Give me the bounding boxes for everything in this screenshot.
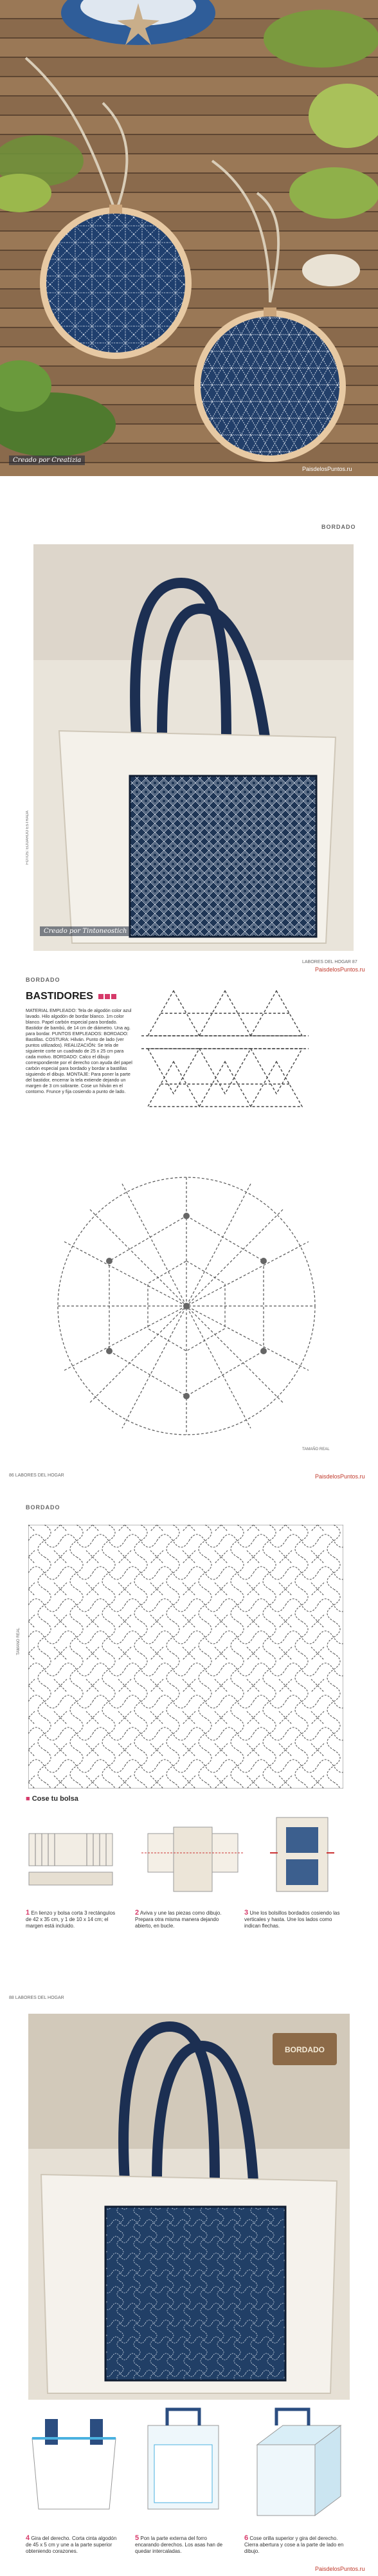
folio: 88 LABORES DEL HOGAR <box>9 1996 64 2000</box>
watermark: PaisdelosPuntos.ru <box>302 466 352 472</box>
section-header: BORDADO <box>26 977 60 983</box>
asanoha-pattern <box>51 1171 321 1448</box>
steps-illustrations <box>26 1808 354 1904</box>
step3-illustration <box>270 1817 334 1891</box>
step-6 <box>244 2535 347 2555</box>
article-body: MATERIAL EMPLEADO: Tela de algodón color azul lavado. Hilo algodón de bordar blanco. 1m color blanco. Papel carbón especial para bordado. Bastidor de bambú, de 14 cm de diámetro. Una ag. para bordar. PUNTOS EMPLEADOS: BORDADO: Bastillas. COSTURA: Hilván. Punto de lado (ver puntos utilizados). REALIZACIÓN: Se tela de siguiente corte un cuadrado de 25 x 25 cm para cada motivo. BORDADO: Calco el dibujo correspondiente por el derecho con ayuda del papel carbón especial para bordado y bordar a bastillas siguiendo el dibujo. MONTAJE: Para poner la parte del bastidor, encerrar la tela extiende dejando un margen de 3 cm sobrante. Cose un hilván en el contorno. Frunce y fija cosiendo a punto de lado. <box>26 1007 132 1094</box>
difficulty-icon <box>98 994 104 999</box>
page-photo-hoops <box>0 0 378 476</box>
page-bastidores <box>0 971 378 1499</box>
step-text: Aviva y une las piezas como dibujo. Prepara otra misma manera dejando abierto, en bucle. <box>135 1910 222 1929</box>
step-number: 6 <box>244 2534 249 2542</box>
photo-credit: Creado por Tintoneostich <box>40 926 130 936</box>
article-title <box>26 991 116 1002</box>
step2-illustration <box>141 1827 244 1891</box>
difficulty-icon <box>105 994 110 999</box>
step1-illustration <box>29 1834 113 1885</box>
step-4 <box>26 2535 122 2555</box>
steps-title <box>26 1795 78 1803</box>
page-photo-tote <box>0 476 378 971</box>
step-number: 1 <box>26 1909 30 1917</box>
step6-illustration <box>257 2409 341 2516</box>
photo-side-note: FOTOS: EDUARDO ESTRADA <box>26 811 30 865</box>
steps-bullet: ■ <box>26 1795 30 1803</box>
watermark: PaisdelosPuntos.ru <box>315 2566 365 2572</box>
tote2-photo <box>28 2014 350 2400</box>
figure-note: TAMAÑO REAL <box>302 1448 330 1451</box>
step-number: 3 <box>244 1909 249 1917</box>
step-text: Une los bolsillos bordados cosiendo las verticales y hasta. Une los lados como indican flechas. <box>244 1910 340 1929</box>
step4-illustration <box>32 2419 116 2509</box>
bag-embroidered-panel <box>105 2207 285 2380</box>
folio: LABORES DEL HOGAR 87 <box>302 960 357 964</box>
step-text: En lienzo y bolsa corta 3 rectángulos de 42 x 35 cm, y 1 de 10 x 14 cm; el margen está incluido. <box>26 1910 116 1929</box>
step5-illustration <box>148 2409 219 2509</box>
step-number: 5 <box>135 2534 140 2542</box>
hexagram-pattern <box>141 984 321 1139</box>
shell <box>302 254 360 286</box>
step-number: 2 <box>135 1909 140 1917</box>
section-header: BORDADO <box>26 1504 60 1511</box>
section-header: BORDADO <box>321 524 356 530</box>
step-number: 4 <box>26 2534 30 2542</box>
step-text: Pon la parte externa del forro encarando derechos. Los asas han de quedar intercaladas. <box>135 2535 223 2554</box>
page-pattern-steps <box>0 1499 378 2007</box>
folio: 86 LABORES DEL HOGAR <box>9 1473 64 1478</box>
difficulty-icon <box>111 994 116 999</box>
step-3 <box>244 1909 347 1929</box>
step-text: Gira del derecho. Corta cinta algodón de 45 x 5 cm y une a la parte superior obteniendo corazones. <box>26 2535 117 2554</box>
tote-photo <box>33 544 354 951</box>
steps-illustrations <box>26 2406 354 2528</box>
step-text: Cose orilla superior y gira del derecho. Cierra abertura y cose a la parte de lado en dibujo. <box>244 2535 344 2554</box>
bag-embroidered-panel <box>130 776 316 937</box>
watermark: PaisdelosPuntos.ru <box>315 966 365 971</box>
step-5 <box>135 2535 231 2555</box>
pinwheel-pattern <box>28 1525 343 1789</box>
sign-text: BORDADO <box>285 2045 325 2054</box>
figure-note: TAMAÑO REAL <box>17 1628 21 1655</box>
photo-credit: Creado por Creatizia <box>9 455 85 465</box>
step-1 <box>26 1909 122 1929</box>
steps-title-text: Cose tu bolsa <box>32 1795 78 1803</box>
step-2 <box>135 1909 231 1929</box>
watermark: PaisdelosPuntos.ru <box>315 1473 365 1480</box>
article-title-text: BASTIDORES <box>26 991 93 1002</box>
hoops-photo <box>0 0 378 476</box>
page-tote-steps <box>0 2007 378 2576</box>
